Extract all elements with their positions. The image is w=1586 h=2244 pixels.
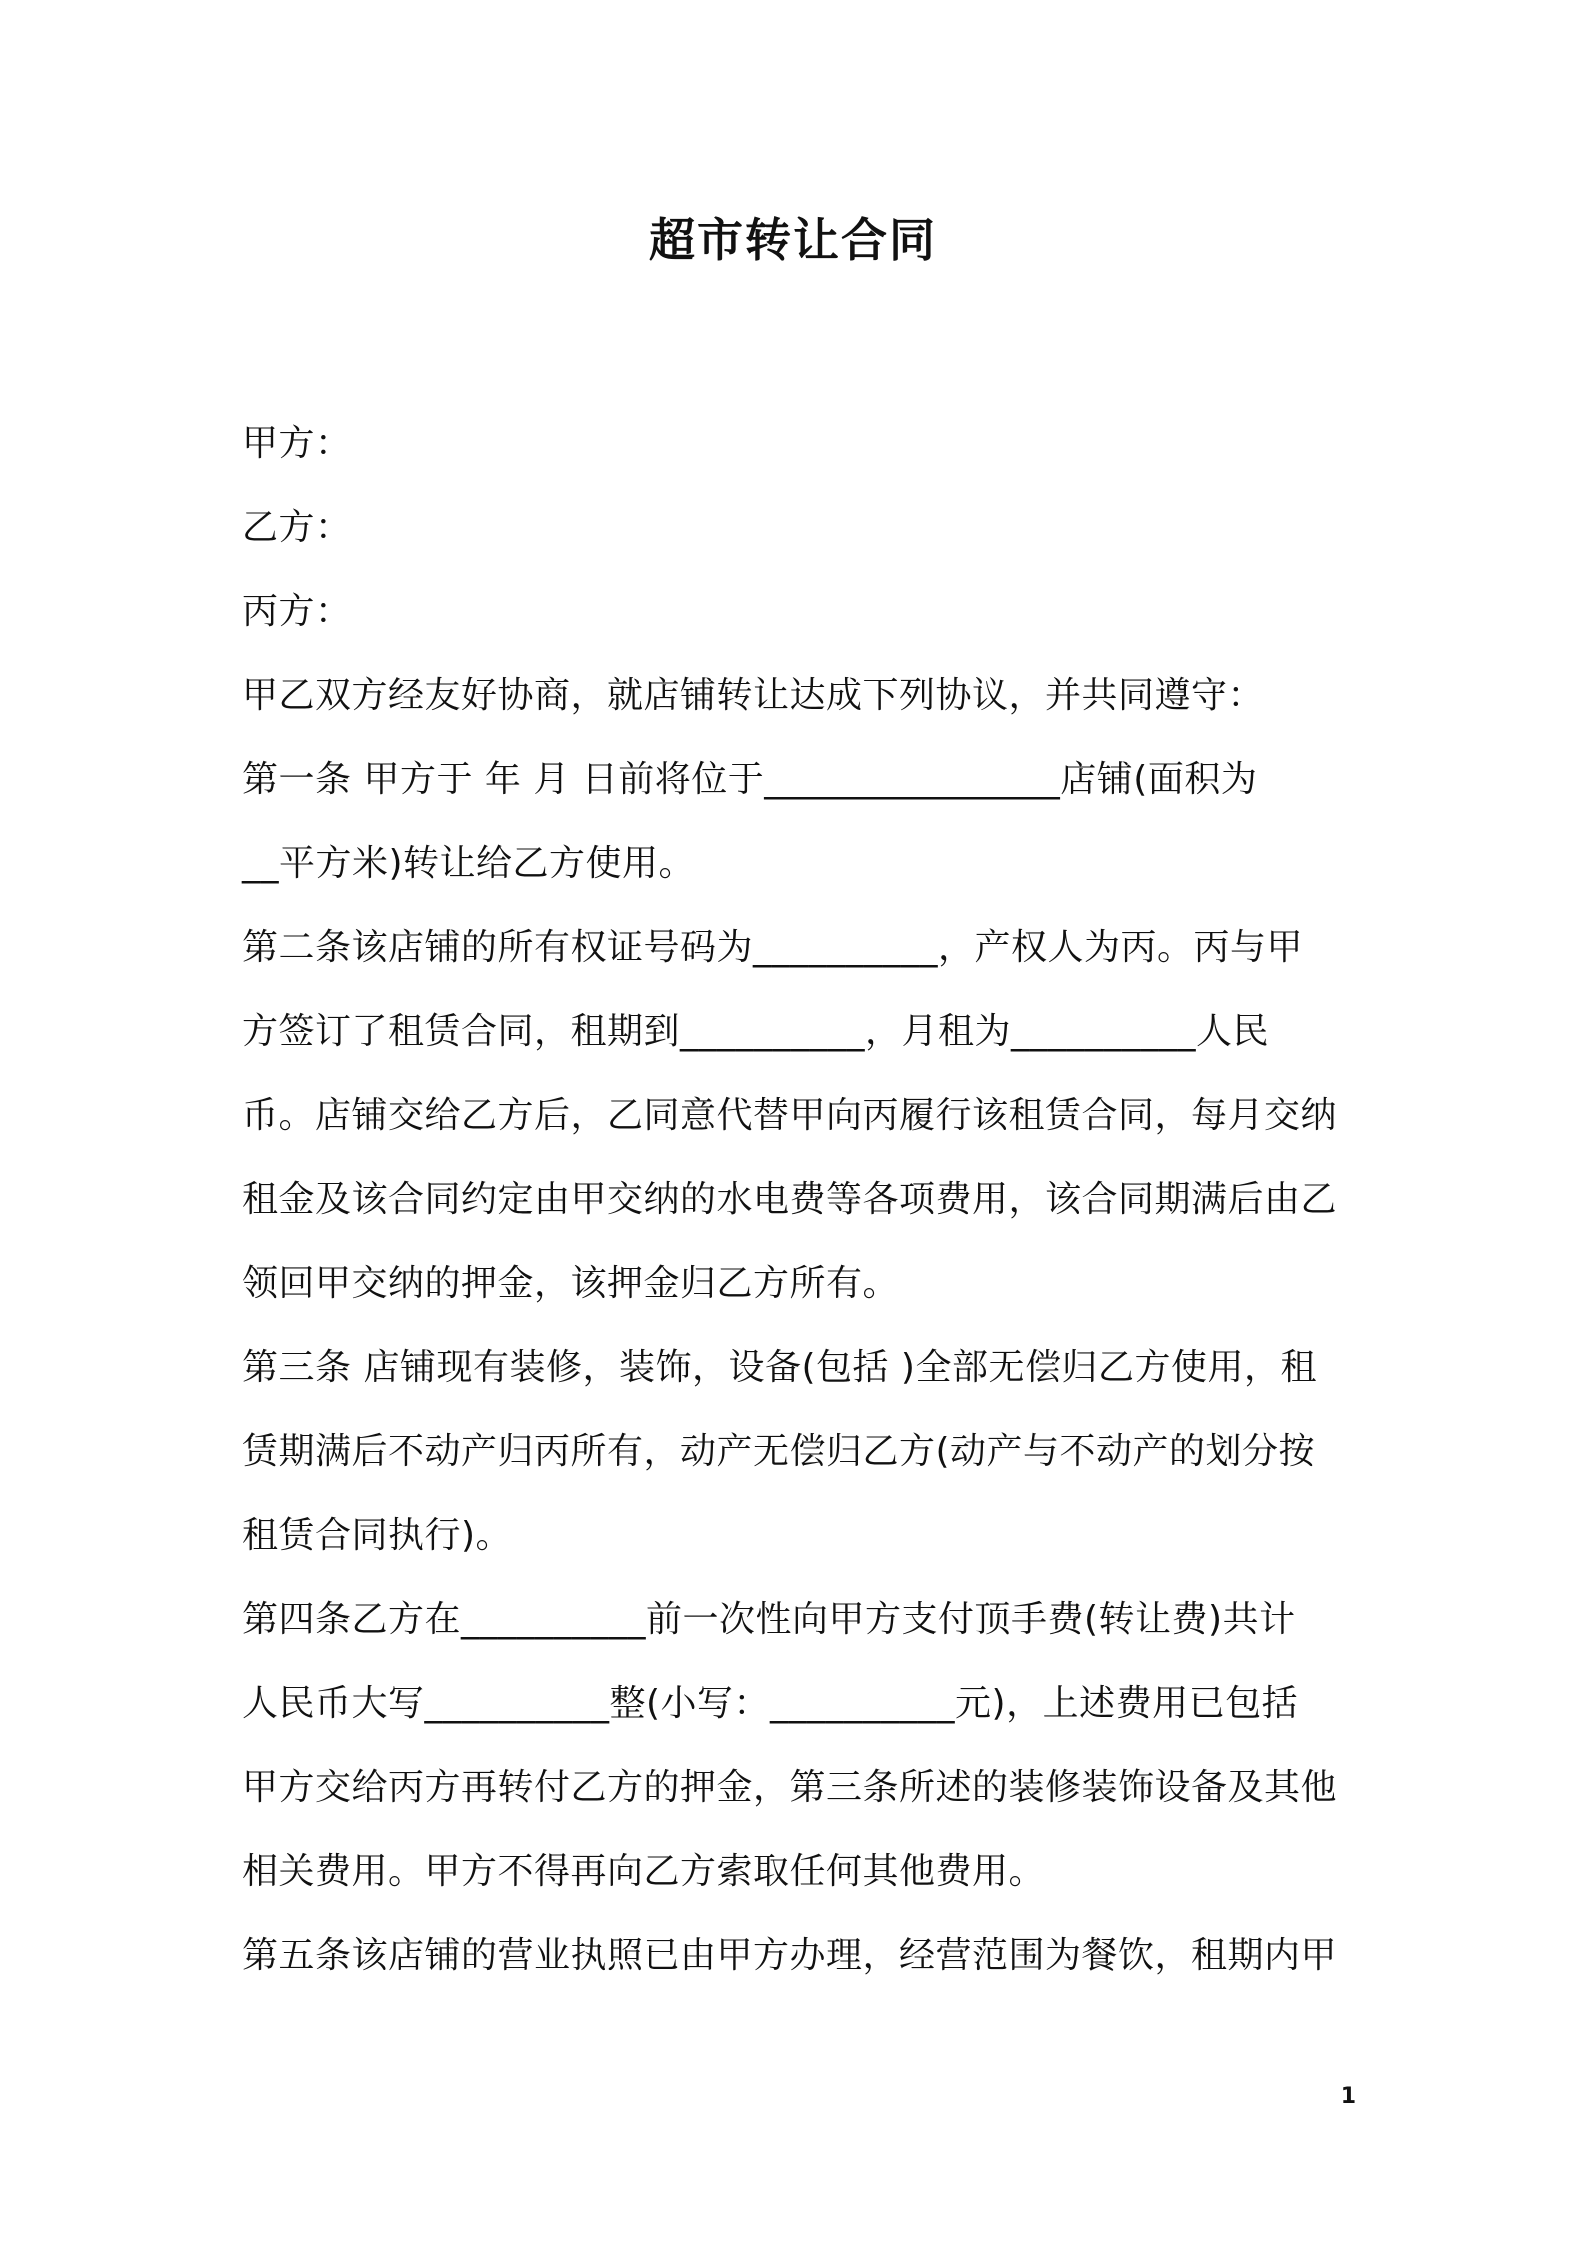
- article-4-line-4: 相关费用。甲方不得再向乙方索取任何其他费用。: [242, 1851, 1046, 1892]
- preamble-line: 甲乙双方经友好协商，就店铺转让达成下列协议，并共同遵守：: [242, 675, 1265, 716]
- article-2-line-3: 币。店铺交给乙方后，乙同意代替甲向丙履行该租赁合同，每月交纳: [242, 1095, 1338, 1136]
- article-1-line-1: 第一条 甲方于 年 月 日前将位于________________店铺(面积为: [242, 759, 1258, 800]
- page-number: 1: [1340, 2084, 1356, 2109]
- article-3-line-3: 租赁合同执行)。: [242, 1515, 513, 1556]
- article-4-line-2: 人民币大写__________整(小写：__________元)，上述费用已包括: [242, 1683, 1299, 1724]
- article-2-line-4: 租金及该合同约定由甲交纳的水电费等各项费用，该合同期满后由乙: [242, 1179, 1338, 1220]
- article-4-line-3: 甲方交给丙方再转付乙方的押金，第三条所述的装修装饰设备及其他: [242, 1767, 1338, 1808]
- article-1-line-2: __平方米)转让给乙方使用。: [242, 843, 696, 884]
- article-2-line-2: 方签订了租赁合同，租期到__________，月租为__________人民: [242, 1011, 1270, 1052]
- article-3-line-2: 赁期满后不动产归丙所有，动产无偿归乙方(动产与不动产的划分按: [242, 1431, 1316, 1472]
- article-2-line-5: 领回甲交纳的押金，该押金归乙方所有。: [242, 1263, 900, 1304]
- party-a-line: 甲方：: [242, 423, 352, 464]
- document-body: [242, 402, 1350, 1998]
- article-2-line-1: 第二条该店铺的所有权证号码为__________，产权人为丙。丙与甲: [242, 927, 1304, 968]
- article-3-line-1: 第三条 店铺现有装修，装饰，设备(包括 )全部无偿归乙方使用，租: [242, 1347, 1317, 1388]
- party-c-line: 丙方：: [242, 591, 352, 632]
- article-4-line-1: 第四条乙方在__________前一次性向甲方支付顶手费(转让费)共计: [242, 1599, 1296, 1640]
- document-title: 超市转让合同: [649, 213, 937, 267]
- party-b-line: 乙方：: [242, 507, 352, 548]
- article-5-line-1: 第五条该店铺的营业执照已由甲方办理，经营范围为餐饮，租期内甲: [242, 1935, 1338, 1976]
